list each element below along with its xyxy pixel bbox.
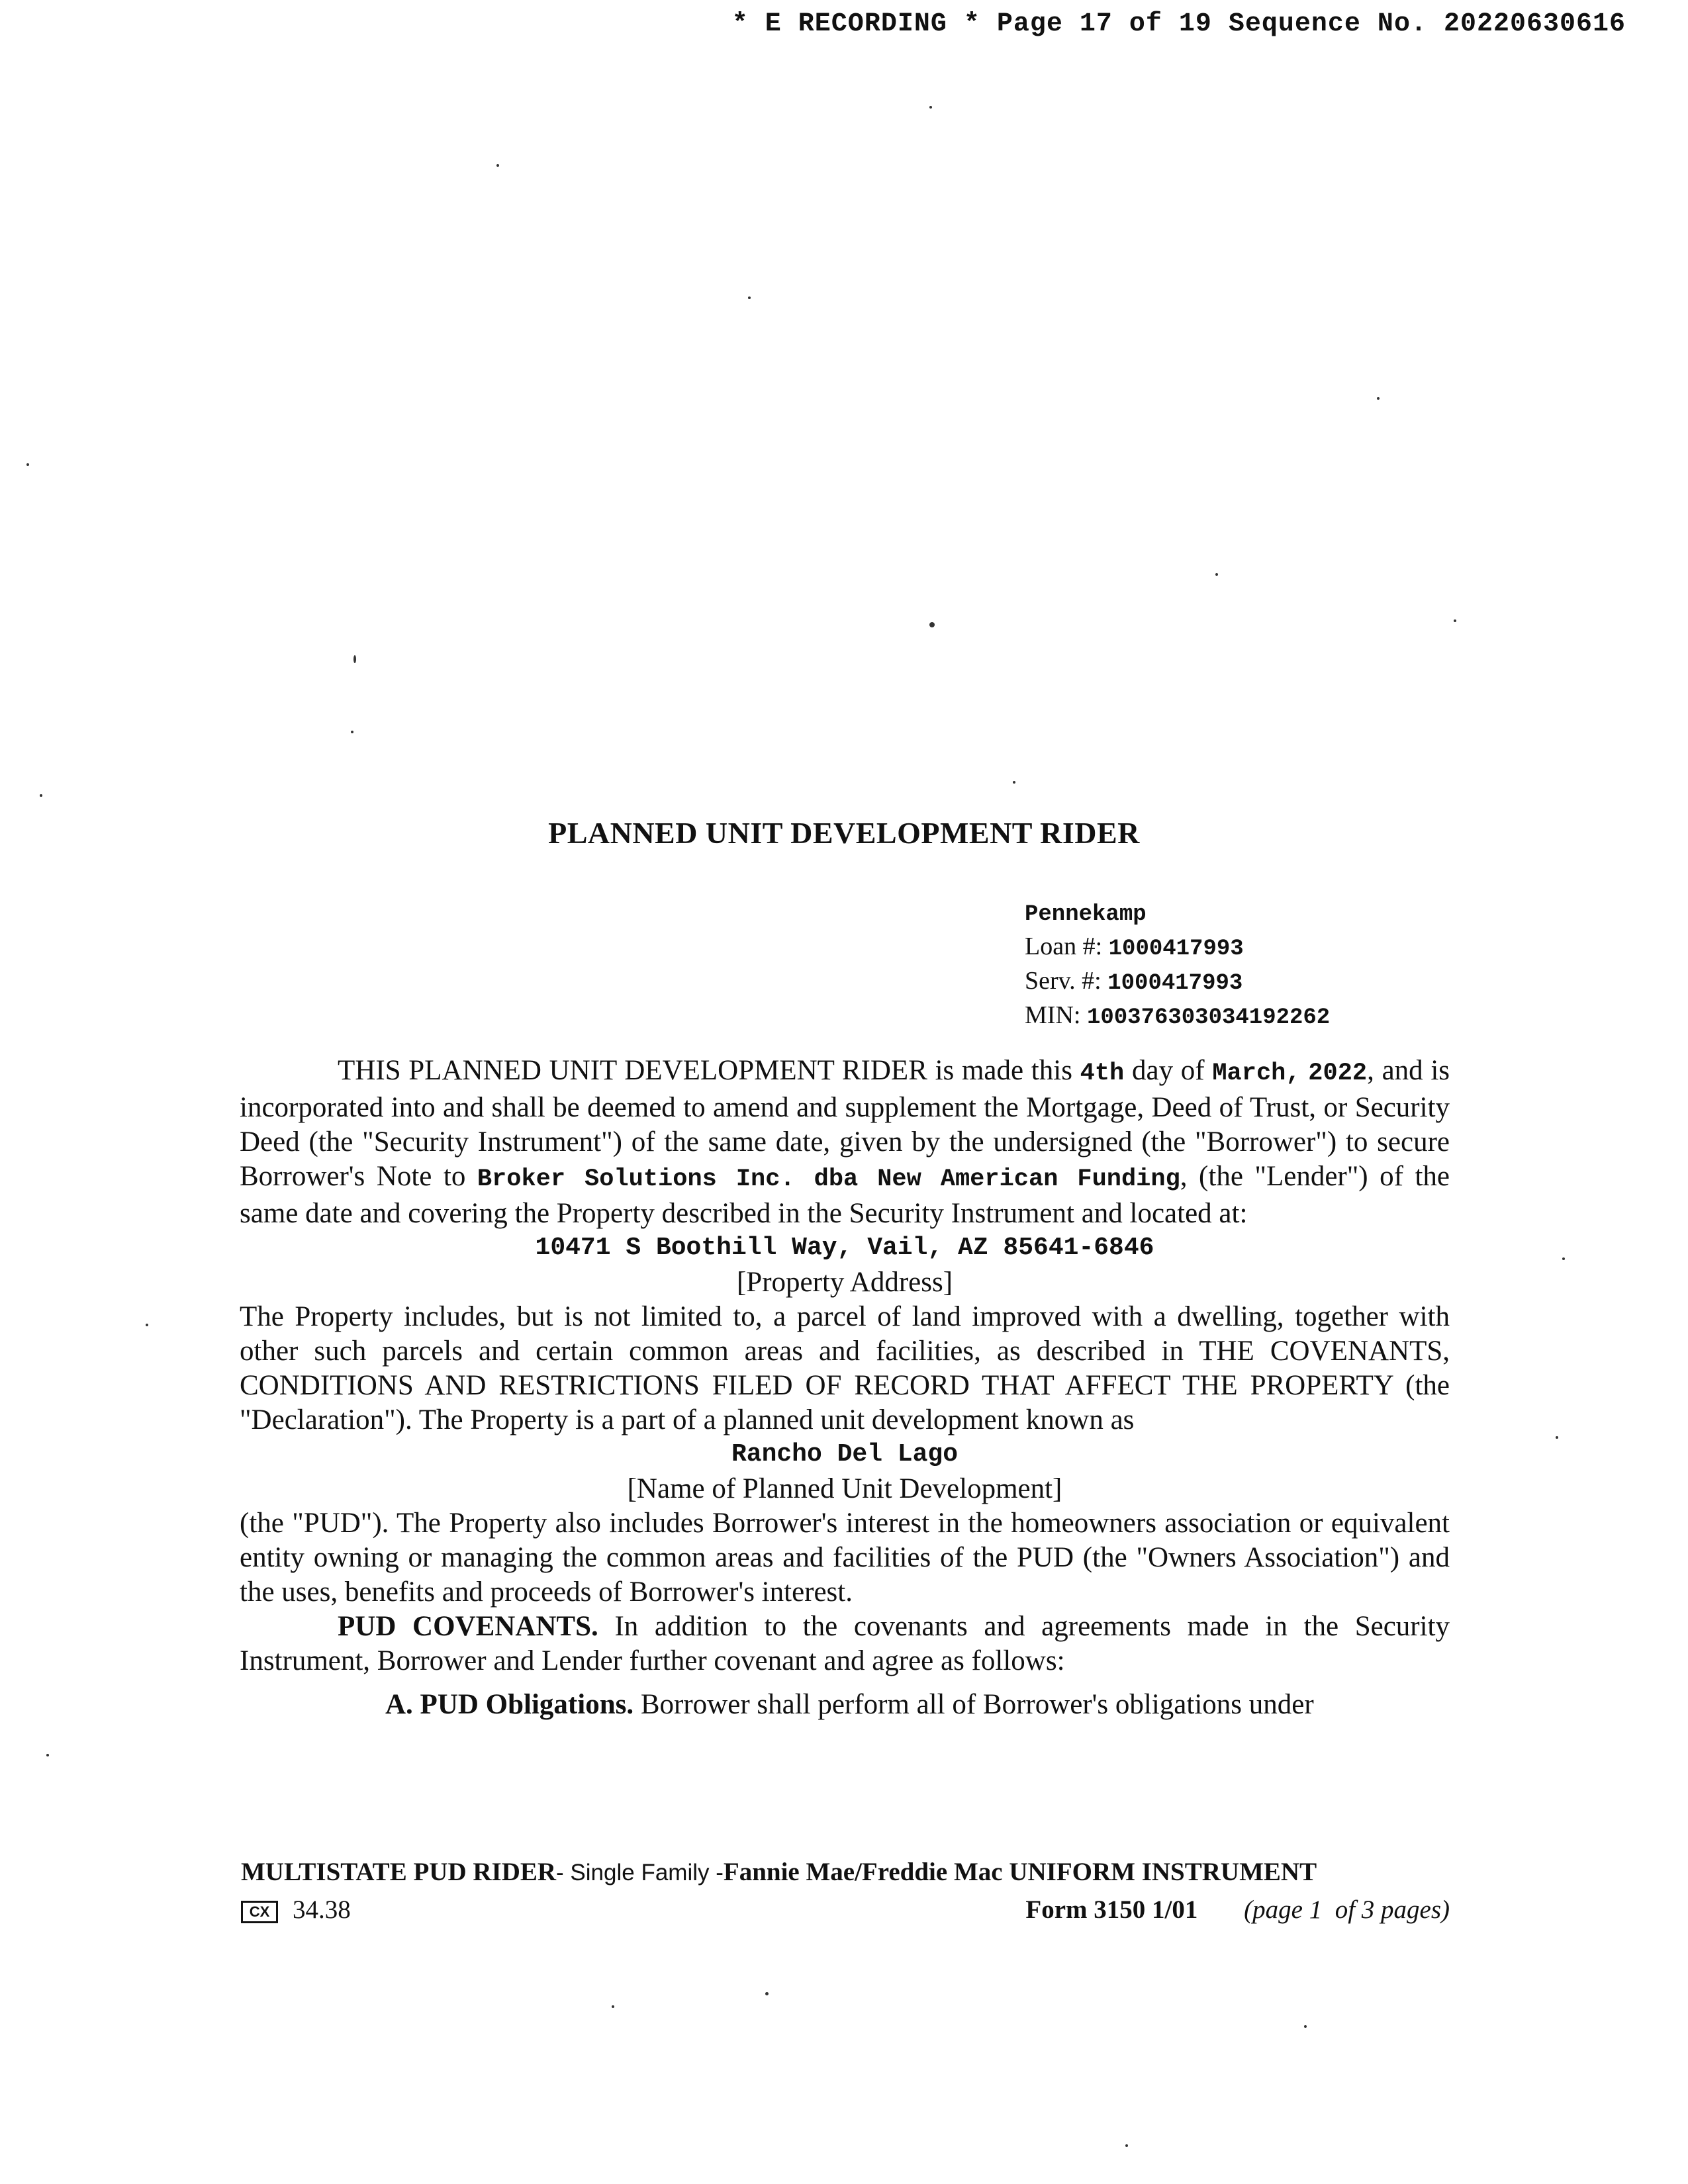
serv-number-label: Serv. #: xyxy=(1025,967,1102,995)
page-count: (page 1 of 3 pages) xyxy=(1244,1895,1450,1924)
intro-text-1: THIS PLANNED UNIT DEVELOPMENT RIDER is made this xyxy=(338,1055,1072,1086)
document-title: PLANNED UNIT DEVELOPMENT RIDER xyxy=(548,816,1140,850)
pud-paragraph: (the "PUD"). The Property also includes Borrower's interest in the homeowners association or equivalent entity owning or managing the common areas and facilities of the PUD (the "Owners Association") and the uses, benefits and proceeds of Borrower's interest. xyxy=(240,1508,1450,1608)
min-number-line xyxy=(1025,999,1330,1034)
footer-info-row xyxy=(241,1895,1450,1925)
scan-speck xyxy=(765,1992,769,1995)
form-page-info xyxy=(1025,1895,1450,1925)
scan-speck xyxy=(1562,1257,1565,1260)
form-code xyxy=(241,1895,351,1925)
min-number-label: MIN: xyxy=(1025,1001,1081,1029)
rider-year: 2022 xyxy=(1308,1060,1368,1087)
scan-speck xyxy=(1013,781,1015,784)
min-number: 100376303034192262 xyxy=(1086,1005,1331,1030)
loan-info-block xyxy=(1025,899,1330,1034)
scan-speck xyxy=(40,794,42,797)
covenants-paragraph xyxy=(240,1610,1450,1678)
pud-name: Rancho Del Lago xyxy=(731,1440,959,1469)
rider-day: 4th xyxy=(1080,1060,1125,1087)
scan-speck xyxy=(748,296,751,299)
intro-text-3: , and is incorporated into and shall be deemed to amend and supplement the Mortgage, Deed of Trust, or Security Deed (the "Security Instrument") of the same date, given by the undersigned (the "Borrower") to secure Borrower's Note to xyxy=(240,1055,1450,1192)
scan-speck xyxy=(929,622,935,627)
covenants-heading: PUD COVENANTS. xyxy=(338,1611,598,1642)
scan-speck xyxy=(1454,619,1456,622)
intro-paragraph xyxy=(240,1054,1450,1231)
rider-month: March, xyxy=(1212,1060,1301,1087)
form-title-part-2: - Single Family - xyxy=(556,1860,724,1886)
loan-number-label: Loan #: xyxy=(1025,933,1103,960)
lender-name: Broker Solutions Inc. dba New American Funding xyxy=(477,1165,1180,1193)
borrower-name: Pennekamp xyxy=(1025,902,1147,927)
property-address: 10471 S Boothill Way, Vail, AZ 85641-6846 xyxy=(535,1234,1154,1262)
scan-speck xyxy=(1125,2144,1128,2147)
scan-speck xyxy=(496,164,499,167)
form-title xyxy=(241,1857,1317,1887)
form-title-part-1: MULTISTATE PUD RIDER xyxy=(241,1858,557,1886)
property-address-caption: [Property Address] xyxy=(736,1267,953,1298)
intro-text-4: , (the "Lender") of the same date and covering the Property described in the Security Instrument and located at: xyxy=(240,1161,1450,1229)
section-a-heading: A. PUD Obligations. xyxy=(385,1689,634,1720)
serv-number-line xyxy=(1025,965,1330,999)
intro-text-2: day of xyxy=(1131,1055,1205,1086)
scan-speck xyxy=(929,106,932,109)
serv-number: 1000417993 xyxy=(1107,971,1243,996)
scan-speck xyxy=(351,731,353,733)
scan-speck xyxy=(1215,573,1218,576)
scan-speck xyxy=(1377,397,1380,400)
scan-speck xyxy=(146,1324,148,1326)
cx-logo-icon: CX xyxy=(241,1901,278,1923)
section-a-paragraph xyxy=(240,1688,1450,1722)
covenants-text: In addition to the covenants and agreements made in the Security Instrument, Borrower and Lender further covenant and agree as follows: xyxy=(240,1611,1450,1676)
property-paragraph: The Property includes, but is not limited to, a parcel of land improved with a dwelling, together with other such parcels and certain common areas and facilities, as described in THE COVENANTS, CONDITIONS AND RESTRICTIONS FILED OF RECORD THAT AFFECT THE PROPERTY (the "Declaration"). The Property is a part of a planned unit development known as xyxy=(240,1301,1450,1435)
form-number: Form 3150 1/01 xyxy=(1025,1895,1198,1924)
loan-number: 1000417993 xyxy=(1108,936,1244,962)
footer-title-row xyxy=(241,1857,1450,1887)
scan-speck xyxy=(26,463,29,466)
loan-number-line xyxy=(1025,931,1330,965)
scan-speck xyxy=(1304,2025,1307,2028)
section-a-text: Borrower shall perform all of Borrower's obligations under xyxy=(640,1689,1314,1720)
recording-header: * E RECORDING * Page 17 of 19 Sequence No. 20220630616 xyxy=(731,9,1626,39)
scan-speck xyxy=(1556,1436,1558,1439)
document-body xyxy=(240,1054,1450,1722)
scan-speck xyxy=(46,1754,49,1756)
form-footer xyxy=(241,1857,1450,1925)
scan-speck xyxy=(353,655,356,663)
pud-name-caption: [Name of Planned Unit Development] xyxy=(627,1473,1062,1504)
form-code-number: 34.38 xyxy=(293,1895,351,1924)
form-title-part-3: Fannie Mae/Freddie Mac UNIFORM INSTRUMENT xyxy=(723,1858,1317,1886)
scan-speck xyxy=(612,2005,614,2008)
